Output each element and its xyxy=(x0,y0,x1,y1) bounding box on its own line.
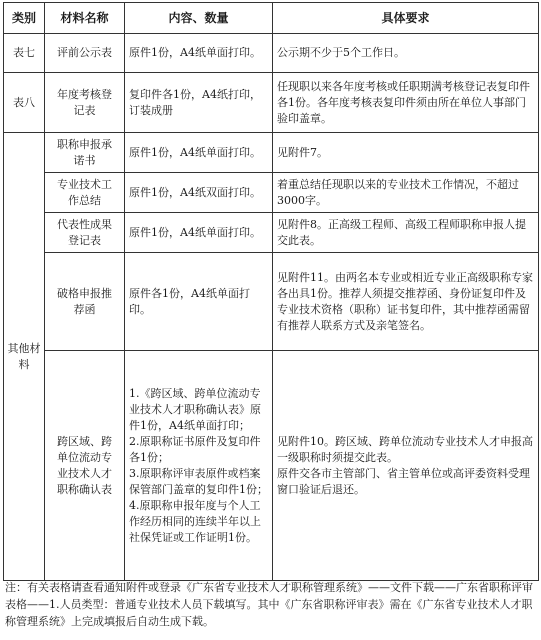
content-cell: 原件1份，A4纸单面打印。 xyxy=(125,34,273,73)
requirement-cell: 见附件11。由两名本专业或相近专业正高级职称专家各出具1份。推荐人须提交推荐函、身份证复印件及专业技术资格（职称）证书复印件，其中推荐函需留有推荐人联系方式及亲笔签名。 xyxy=(273,253,539,351)
materials-table xyxy=(3,2,539,581)
header-row xyxy=(4,3,539,34)
material-name-cell: 破格申报推荐函 xyxy=(45,253,125,351)
content-cell: 原件1份，A4纸单面打印。 xyxy=(125,213,273,253)
table-row xyxy=(4,253,539,351)
header-material-name: 材料名称 xyxy=(45,3,125,34)
requirement-cell: 见附件10。跨区域、跨单位流动专业技术人才申报高一级职称时须提交此表。 原件交各市主管部门、省主管单位或高评委资料受理窗口验证后退还。 xyxy=(273,351,539,581)
table-row xyxy=(4,73,539,133)
content-cell: 复印件各1份，A4纸打印，订装成册 xyxy=(125,73,273,133)
material-name-cell: 评前公示表 xyxy=(45,34,125,73)
table-row xyxy=(4,173,539,213)
content-cell: 1.《跨区域、跨单位流动专业技术人才职称确认表》原件1份，A4纸单面打印； 2.原职称证书原件及复印件各1份； 3.原职称评审表原件或档案保管部门盖章的复印件1份； 4.原职称申报年度与个人工作经历相同的连续半年以上社保凭证或工作证明1份。 xyxy=(125,351,273,581)
material-name-cell: 专业技术工作总结 xyxy=(45,173,125,213)
material-name-cell: 代表性成果登记表 xyxy=(45,213,125,253)
header-content: 内容、数量 xyxy=(125,3,273,34)
requirement-cell: 着重总结任现职以来的专业技术工作情况，不超过3000字。 xyxy=(273,173,539,213)
footnote: 注：有关表格请查看通知附件或登录《广东省专业技术人才职称管理系统》——文件下载——广东省职称评审表格——1.人员类型：普通专业技术人员下载填写。其中《广东省职称评审表》需在《广东省专业技术人才职称管理系统》上完成填报后自动生成下载。 xyxy=(5,581,533,628)
header-requirement: 具体要求 xyxy=(273,3,539,34)
table-row xyxy=(4,34,539,73)
content-cell: 原件1份，A4纸单面打印。 xyxy=(125,133,273,173)
table-row xyxy=(4,133,539,173)
table-row xyxy=(4,213,539,253)
material-name-cell: 职称申报承诺书 xyxy=(45,133,125,173)
material-name-cell: 跨区域、跨单位流动专业技术人才职称确认表 xyxy=(45,351,125,581)
requirement-cell: 任现职以来各年度考核或任职期满考核登记表复印件各1份。各年度考核表复印件须由所在单位人事部门验印盖章。 xyxy=(273,73,539,133)
table-row xyxy=(4,351,539,581)
requirement-cell: 见附件7。 xyxy=(273,133,539,173)
requirement-cell: 公示期不少于5个工作日。 xyxy=(273,34,539,73)
category-cell: 其他材料 xyxy=(4,133,45,581)
requirement-cell: 见附件8。正高级工程师、高级工程师职称申报人提交此表。 xyxy=(273,213,539,253)
header-category: 类别 xyxy=(4,3,45,34)
category-cell: 表八 xyxy=(4,73,45,133)
content-cell: 原件1份，A4纸双面打印。 xyxy=(125,173,273,213)
category-cell: 表七 xyxy=(4,34,45,73)
content-cell: 原件各1份，A4纸单面打印。 xyxy=(125,253,273,351)
material-name-cell: 年度考核登记表 xyxy=(45,73,125,133)
